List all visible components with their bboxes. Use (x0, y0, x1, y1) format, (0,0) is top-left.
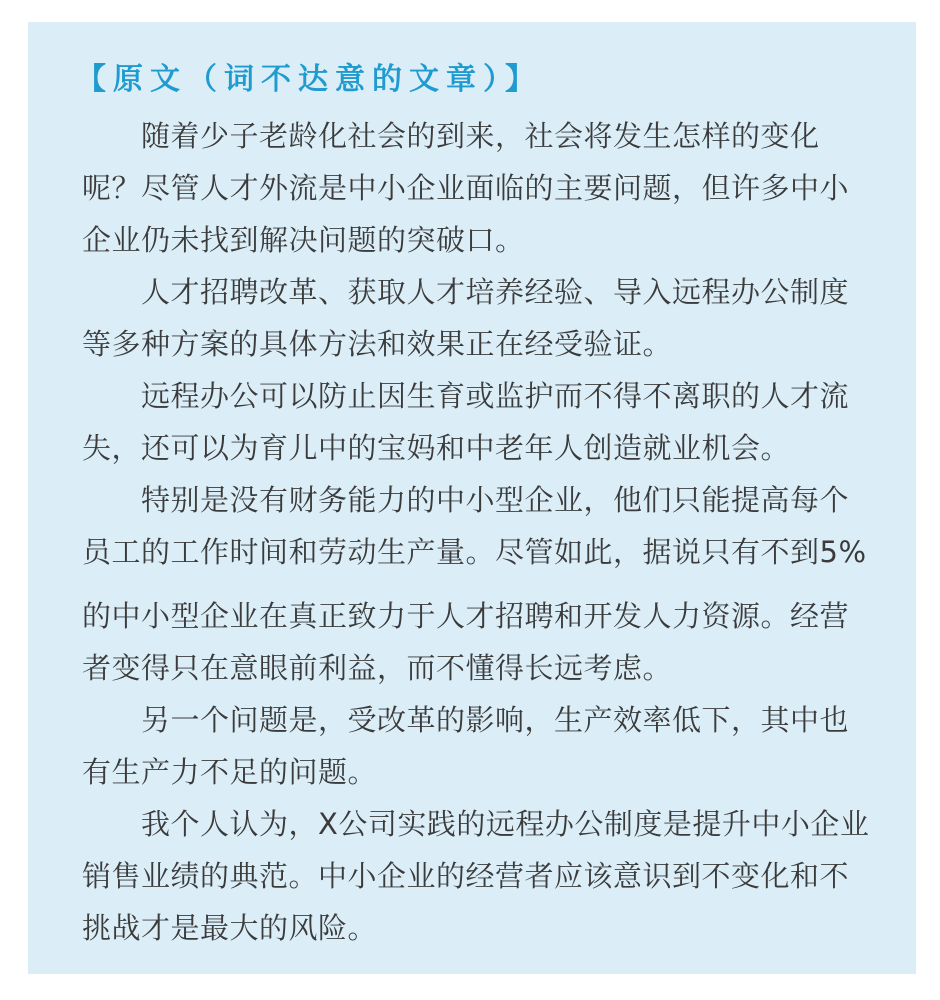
paragraph-2-line-2: 等多种方案的具体方法和效果正在经受验证。 (82, 327, 673, 361)
paragraph-4-line-3: 的中小型企业在真正致力于人才招聘和开发人力资源。经营 (82, 599, 850, 633)
paragraph-4-line-1: 特别是没有财务能力的中小型企业，他们只能提高每个 (141, 483, 850, 517)
paragraph-1-line-2: 呢？尽管人才外流是中小企业面临的主要问题，但许多中小 (82, 171, 850, 205)
text-panel (28, 22, 916, 974)
paragraph-6-line-1: 我个人认为，X公司实践的远程办公制度是提升中小企业 (141, 807, 870, 841)
paragraph-4-line-4: 者变得只在意眼前利益，而不懂得长远考虑。 (82, 651, 673, 685)
paragraph-1-line-3: 企业仍未找到解决问题的突破口。 (82, 223, 525, 257)
section-title: 【原文（词不达意的文章）】 (76, 62, 542, 97)
paragraph-4-line-2: 员工的工作时间和劳动生产量。尽管如此，据说只有不到5% (82, 535, 867, 569)
paragraph-5-line-2: 有生产力不足的问题。 (82, 755, 378, 789)
paragraph-2-line-1: 人才招聘改革、获取人才培养经验、导入远程办公制度 (141, 275, 850, 309)
paragraph-5-line-1: 另一个问题是，受改革的影响，生产效率低下，其中也 (141, 703, 850, 737)
paragraph-6-line-2: 销售业绩的典范。中小企业的经营者应该意识到不变化和不 (82, 859, 850, 893)
paragraph-3-line-1: 远程办公可以防止因生育或监护而不得不离职的人才流 (141, 379, 850, 413)
paragraph-3-line-2: 失，还可以为育儿中的宝妈和中老年人创造就业机会。 (82, 431, 791, 465)
paragraph-1-line-1: 随着少子老龄化社会的到来，社会将发生怎样的变化 (141, 119, 820, 153)
paragraph-6-line-3: 挑战才是最大的风险。 (82, 911, 378, 945)
